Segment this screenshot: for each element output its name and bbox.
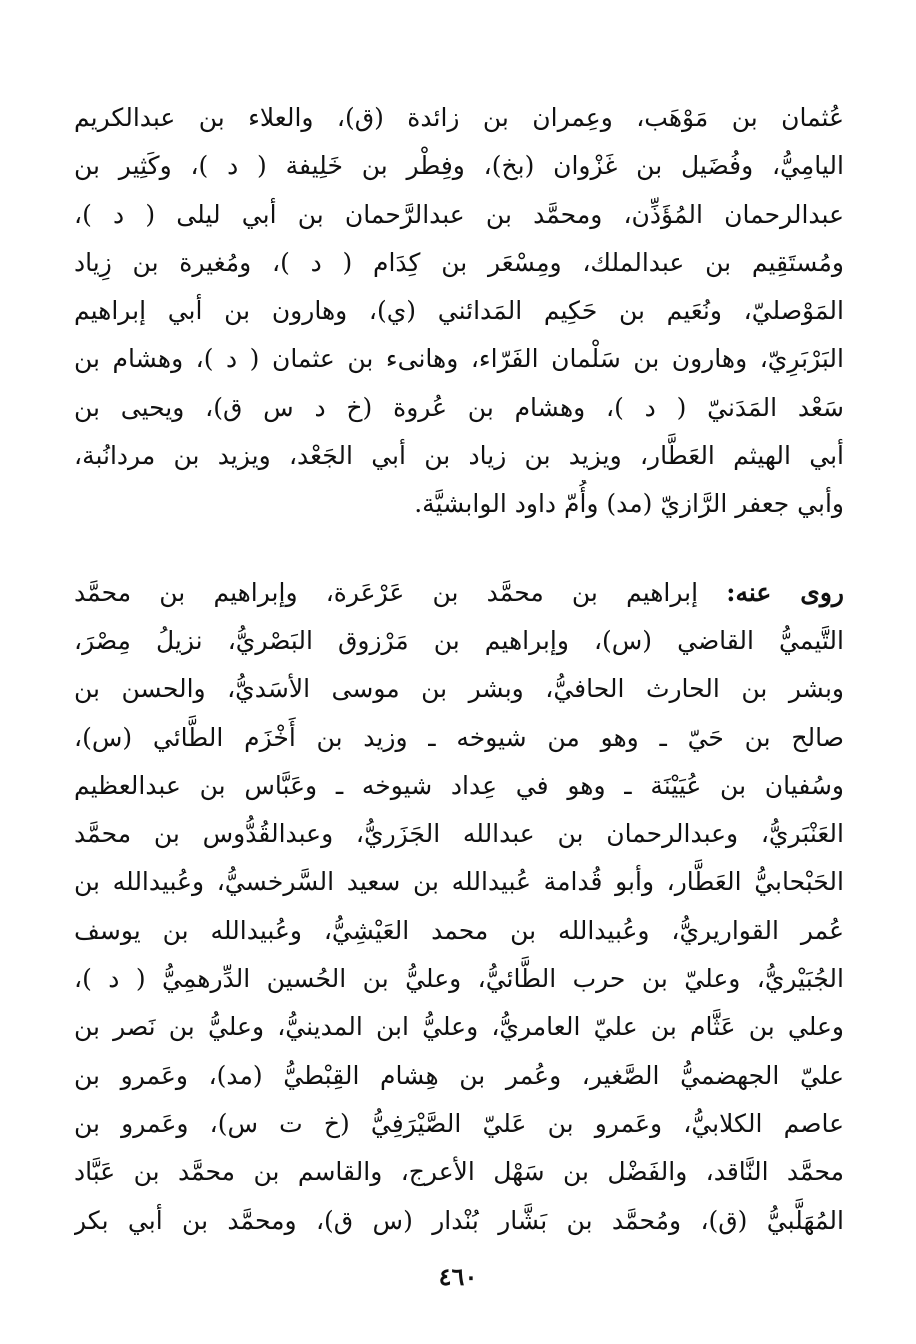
text-line: عليّ الجهضميُّ الصَّغير، وعُمر بن هِشام القِبْطيُّ (مد)، وعَمرو بن (74, 1060, 844, 1090)
text-line: المُهَلَّبيُّ (ق)، ومُحمَّد بن بَشَّار بُنْدار (س ق)، ومحمَّد بن أبي بكر (74, 1205, 844, 1235)
text-line-rest: إبراهيم بن محمَّد بن عَرْعَرة، وإبراهيم بن محمَّد (74, 577, 727, 607)
text-line: البَرْبَرِيّ، وهارون بن سَلْمان الفَرّاء، وهانىء بن عثمان ( د )، وهشام بن (74, 344, 844, 374)
section-lead: روى عنه: (726, 577, 844, 607)
text-line: صالح بن حَيّ ـ وهو من شيوخه ـ وزيد بن أَخْزَم الطَّائي (س)، (74, 722, 844, 752)
paragraph-narrators-from (74, 94, 844, 529)
text-line: العَنْبَريُّ، وعبدالرحمان بن عبدالله الجَزَريُّ، وعبدالقُدُّوس بن محمَّد (74, 819, 844, 849)
text-line: المَوْصليّ، ونُعَيم بن حَكِيم المَدائني (ي)، وهارون بن أبي إبراهيم (74, 296, 844, 326)
text-line: سَعْد المَدَنيّ ( د )، وهشام بن عُروة (خ د س ق)، ويحيى بن (74, 392, 844, 422)
text-line: اليامِيُّ، وفُضَيل بن غَزْوان (بخ)، وفِطْر بن خَلِيفة ( د )، وكَثِير بن (74, 151, 844, 181)
text-line: وبشر بن الحارث الحافيُّ، وبشر بن موسى الأسَديُّ، والحسن بن (74, 674, 844, 704)
paragraph-gap (74, 529, 844, 569)
text-line (74, 569, 844, 617)
text-line: التَّيميُّ القاضي (س)، وإبراهيم بن مَرْزوق البَصْريُّ، نزيلُ مِصْرَ، (74, 625, 844, 655)
page-number: ٤٦٠ (438, 1262, 478, 1291)
text-line: الجُبَيْريُّ، وعليّ بن حرب الطَّائيُّ، وعليُّ بن الحُسين الدِّرهمِيُّ ( د )، (74, 964, 844, 994)
paragraph-narrated-by (74, 569, 844, 1245)
text-line: وعلي بن عَثَّام بن عليّ العامريُّ، وعليُّ ابن المدينيُّ، وعليُّ بن نَصر بن (74, 1012, 844, 1042)
text-line: أبي الهيثم العَطَّار، ويزيد بن زياد بن أبي الجَعْد، ويزيد بن مردانُبة، (74, 441, 844, 471)
text-line: وسُفيان بن عُيَيْنَة ـ وهو في عِداد شيوخه ـ وعَبَّاس بن عبدالعظيم (74, 770, 844, 800)
page-body (74, 94, 844, 1245)
text-line: وأبي جعفر الرَّازيّ (مد) وأُمّ داود الوابشيَّة. (414, 489, 844, 519)
text-line: عبدالرحمان المُؤَذِّن، ومحمَّد بن عبدالرَّحمان بن أبي ليلى ( د )، (74, 199, 844, 229)
text-line: الحَبْحابيُّ العَطَّار، وأبو قُدامة عُبيدالله بن سعيد السَّرخسيُّ، وعُبيدالله بن (74, 867, 844, 897)
text-line: عُثمان بن مَوْهَب، وعِمران بن زائدة (ق)، والعلاء بن عبدالكريم (74, 103, 844, 132)
text-line: ومُستَقِيم بن عبدالملك، ومِسْعَر بن كِدَام ( د )، ومُغيرة بن زِياد (74, 247, 844, 277)
text-line: عاصم الكلابيُّ، وعَمرو بن عَليّ الصَّيْرَفِيُّ (خ ت س)، وعَمرو بن (74, 1108, 844, 1138)
text-line: محمَّد النَّاقد، والفَضْل بن سَهْل الأعرج، والقاسم بن محمَّد بن عَبَّاد (74, 1157, 844, 1187)
text-line: عُمر القواريريُّ، وعُبيدالله بن محمد العَيْشِيُّ، وعُبيدالله بن يوسف (74, 915, 844, 945)
